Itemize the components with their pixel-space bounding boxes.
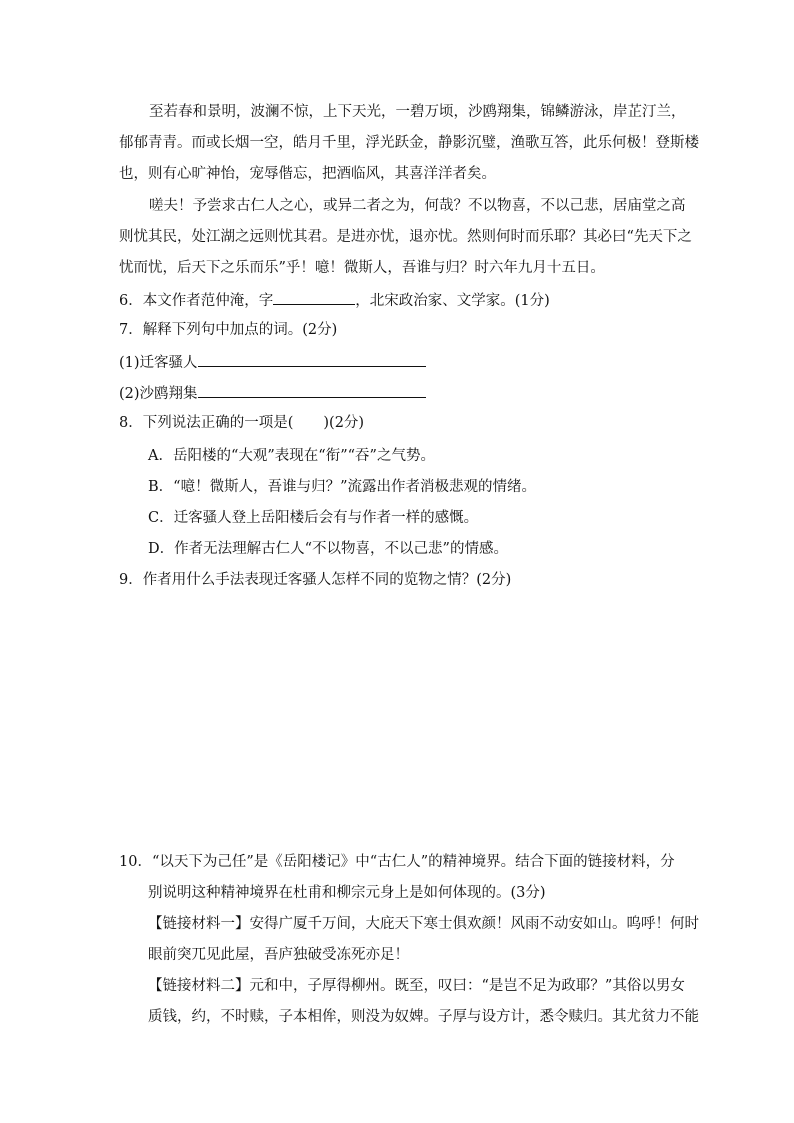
q6-text-after: ，北宋政治家、文学家。(1分) bbox=[355, 293, 550, 309]
q7-item2-label: (2)沙鸥翔集 bbox=[119, 386, 198, 402]
q10-link-material-2-line1: 【链接材料二】元和中，子厚得柳州。既至，叹曰：“是岂不足为政耶？”其俗以男女 bbox=[148, 978, 685, 994]
question-10-line1: 10．“以天下为己任”是《岳阳楼记》中“古仁人”的精神境界。结合下面的链接材料，分 bbox=[119, 854, 675, 870]
q8-option-b: B．“噫！微斯人，吾谁与归？”流露出作者消极悲观的情绪。 bbox=[148, 479, 536, 495]
passage-para2-line1: 嗟夫！予尝求古仁人之心，或异二者之为，何哉？不以物喜，不以己悲，居庙堂之高 bbox=[149, 198, 686, 214]
q6-answer-blank[interactable] bbox=[273, 289, 355, 305]
question-7-item2 bbox=[119, 382, 794, 404]
q7-item1-answer-blank[interactable] bbox=[198, 351, 426, 367]
q8-stem-before: 8．下列说法正确的一项是( bbox=[119, 415, 294, 431]
passage-para1-line3: 也，则有心旷神怡，宠辱偕忘，把酒临风，其喜洋洋者矣。 bbox=[119, 166, 496, 182]
q10-link-material-1-line2: 眼前突兀见此屋，吾庐独破受冻死亦足！ bbox=[148, 947, 409, 963]
q7-item1-label: (1)迁客骚人 bbox=[119, 355, 198, 371]
passage-para1-line2: 郁郁青青。而或长烟一空，皓月千里，浮光跃金，静影沉璧，渔歌互答，此乐何极！登斯楼 bbox=[119, 135, 699, 151]
question-8-stem bbox=[119, 413, 794, 433]
q7-item2-answer-blank[interactable] bbox=[198, 382, 426, 398]
passage-para2-line3: 忧而忧，后天下之乐而乐”乎！噫！微斯人，吾谁与归？时六年九月十五日。 bbox=[119, 260, 605, 276]
question-7-item1 bbox=[119, 351, 794, 373]
question-9-stem: 9．作者用什么手法表现迁客骚人怎样不同的览物之情？(2分) bbox=[119, 572, 512, 588]
q8-option-a: A．岳阳楼的“大观”表现在“衔”“吞”之气势。 bbox=[148, 448, 435, 464]
q10-link-material-2-line2: 质钱，约，不时赎，子本相侔，则没为奴婢。子厚与设方计，悉令赎归。其尤贫力不能 bbox=[148, 1009, 699, 1025]
question-6 bbox=[119, 289, 794, 311]
q8-option-c: C．迁客骚人登上岳阳楼后会有与作者一样的感慨。 bbox=[148, 510, 479, 526]
question-10-line2: 别说明这种精神境界在杜甫和柳宗元身上是如何体现的。(3分) bbox=[148, 885, 546, 901]
q8-option-d: D．作者无法理解古仁人“不以物喜，不以己悲”的情感。 bbox=[148, 541, 508, 557]
question-7-stem: 7．解释下列句中加点的词。(2分) bbox=[119, 322, 338, 338]
q8-stem-after: )(2分) bbox=[323, 415, 365, 431]
passage-para2-line2: 则忧其民，处江湖之远则忧其君。是进亦忧，退亦忧。然则何时而乐耶？其必曰“先天下之 bbox=[119, 229, 692, 245]
q6-text-before: 6．本文作者范仲淹，字 bbox=[119, 293, 274, 309]
q9-answer-area[interactable] bbox=[119, 600, 679, 830]
q10-link-material-1-line1: 【链接材料一】安得广厦千万间，大庇天下寒士俱欢颜！风雨不动安如山。呜呼！何时 bbox=[148, 916, 699, 932]
passage-para1-line1: 至若春和景明，波澜不惊，上下天光，一碧万顷，沙鸥翔集，锦鳞游泳，岸芷汀兰， bbox=[149, 104, 686, 120]
